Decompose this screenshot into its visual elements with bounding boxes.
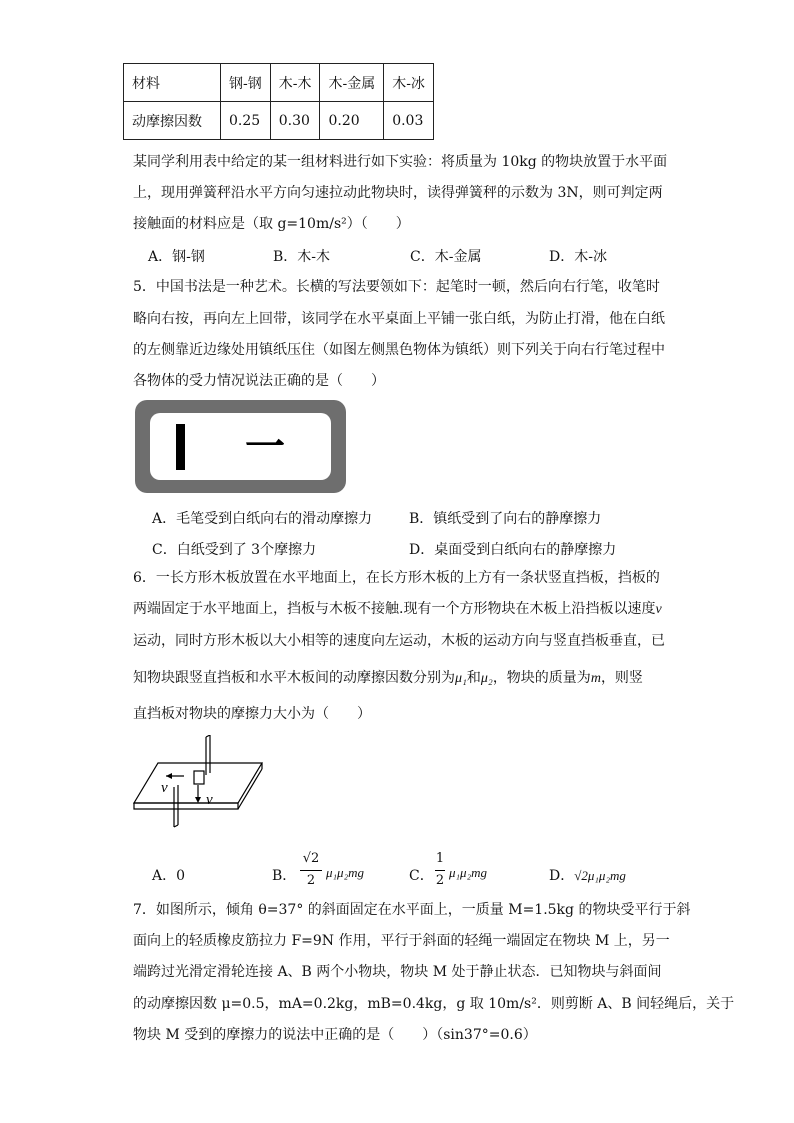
q7-stem-line: 7．如图所示，倾角 θ=37° 的斜面固定在水平面上，一质量 M=1.5kg 的物块受平行于斜 <box>133 902 691 918</box>
option-expression: √2μ₁μ₂mg <box>574 868 626 883</box>
q5-stem-line: 的左侧靠近边缘处用镇纸压住（如图左侧黑色物体为镇纸）则下列关于向右行笔过程中 <box>133 342 665 358</box>
option-expression: μ₁μ₂mg <box>449 865 487 880</box>
baffle-top <box>206 735 210 737</box>
q6-stem-line <box>133 599 662 620</box>
fraction-numerator: 1 <box>435 851 445 866</box>
mass-symbol: m <box>590 671 601 686</box>
q5-stem-line: 各物体的受力情况说法正确的是（ ） <box>133 373 385 389</box>
q4-stem-line: 接触面的材料应是（取 g=10m/s²）（ ） <box>133 216 410 232</box>
velocity-label-left: v <box>161 780 168 796</box>
q6-option-a: A．0 <box>152 868 186 884</box>
board-side <box>238 769 262 809</box>
q6-and-text: 和 <box>466 670 481 686</box>
velocity-symbol: v <box>655 602 662 617</box>
board-front <box>134 803 238 809</box>
q6-mass-text: ，物块的质量为 <box>492 670 591 686</box>
q4-stem-line: 上，现用弹簧秤沿水平方向匀速拉动此物块时，读得弹簧秤的示数为 3N，则可判定两 <box>133 185 663 201</box>
fraction-denominator: 2 <box>435 873 445 888</box>
q4-stem-line: 某同学利用表中给定的某一组材料进行如下实验：将质量为 10kg 的物块放置于水平面 <box>133 154 668 170</box>
friction-table <box>123 63 434 140</box>
calligraphy-figure <box>135 400 346 493</box>
table-cell: 木-冰 <box>384 64 434 102</box>
q6-stem-text: 知物块跟竖直挡板和水平木板间的动摩擦因数分别为 <box>133 670 455 686</box>
baffle-bottom <box>174 825 178 827</box>
table-cell: 木-金属 <box>320 64 384 102</box>
option-expression: μ₁μ₂mg <box>326 865 364 880</box>
q4-option-d: D．木-冰 <box>549 249 607 265</box>
table-header-row <box>124 64 434 102</box>
q6-tail-text: ，则竖 <box>600 670 643 686</box>
board-figure <box>132 735 272 830</box>
table-cell: 0.30 <box>270 102 320 140</box>
option-label: D． <box>549 868 575 884</box>
paperweight <box>176 424 185 470</box>
table-cell: 0.03 <box>384 102 434 140</box>
q7-stem-line: 端跨过光滑定滑轮连接 A、B 两个小物块，物块 M 处于静止状态．已知物块与斜面间 <box>133 964 662 980</box>
q4-option-b: B．木-木 <box>273 249 331 265</box>
table-cell: 0.25 <box>221 102 271 140</box>
q5-option-d: D．桌面受到白纸向右的静摩擦力 <box>409 542 617 558</box>
table-cell: 材料 <box>124 64 221 102</box>
table-row <box>124 102 434 140</box>
table-cell: 0.20 <box>320 102 384 140</box>
velocity-arrowhead-left <box>166 773 172 779</box>
fraction-numerator: √2 <box>302 851 320 866</box>
table-cell: 钢-钢 <box>221 64 271 102</box>
q7-stem-line: 物块 M 受到的摩擦力的说法中正确的是（ ）（sin37°=0.6） <box>133 1027 537 1043</box>
q5-option-b: B．镇纸受到了向右的静摩擦力 <box>409 511 602 527</box>
fraction-denominator: 2 <box>306 873 316 888</box>
q5-stem-line: 5．中国书法是一种艺术。长横的写法要领如下：起笔时一顿，然后向右行笔，收笔时 <box>133 279 660 295</box>
q5-stem-line: 略向右按，再向左上回带，该同学在水平桌面上平铺一张白纸，为防止打滑，他在白纸 <box>133 311 665 327</box>
q6-stem-line <box>133 668 643 689</box>
q7-stem-line: 的动摩擦因数 μ=0.5，mA=0.2kg，mB=0.4kg，g 取 10m/s²．则剪断 A、B 间轻绳后，关于 <box>133 996 735 1012</box>
q6-stem-text: 两端固定于水平地面上，挡板与木板不接触.现有一个方形物块在木板上沿挡板以速度 <box>133 601 656 617</box>
calligraphy-character: 一 <box>245 423 285 470</box>
q4-option-a: A．钢-钢 <box>148 249 205 265</box>
q6-stem-line: 直挡板对物块的摩擦力大小为（ ） <box>133 706 371 722</box>
q6-stem-line: 运动，同时方形木板以大小相等的速度向左运动，木板的运动方向与竖直挡板垂直，已 <box>133 633 665 649</box>
table-cell: 木-木 <box>270 64 320 102</box>
table-cell: 动摩擦因数 <box>124 102 221 140</box>
q6-option-d <box>549 865 626 885</box>
q7-stem-line: 面向上的轻质橡皮筋拉力 F=9N 作用，平行于斜面的轻绳一端固定在物块 M 上，另一 <box>133 933 670 949</box>
velocity-arrowhead-down <box>195 797 201 803</box>
mu1-symbol: μ₁ <box>455 671 467 686</box>
option-label: C． <box>409 868 434 884</box>
fraction-bar <box>300 870 322 871</box>
block <box>194 771 204 784</box>
q6-stem-line: 6．一长方形木板放置在水平地面上，在长方形木板的上方有一条状竖直挡板，挡板的 <box>133 570 660 586</box>
paper-sheet <box>150 413 331 480</box>
q5-option-c: C．白纸受到了 3个摩擦力 <box>152 542 317 558</box>
mu2-symbol: μ₂ <box>480 671 493 686</box>
option-label: B． <box>272 868 297 884</box>
velocity-label-down: v <box>206 792 213 808</box>
q4-option-c: C．木-金属 <box>410 249 482 265</box>
q5-option-a: A．毛笔受到白纸向右的滑动摩擦力 <box>152 511 373 527</box>
fraction-bar <box>435 870 445 871</box>
